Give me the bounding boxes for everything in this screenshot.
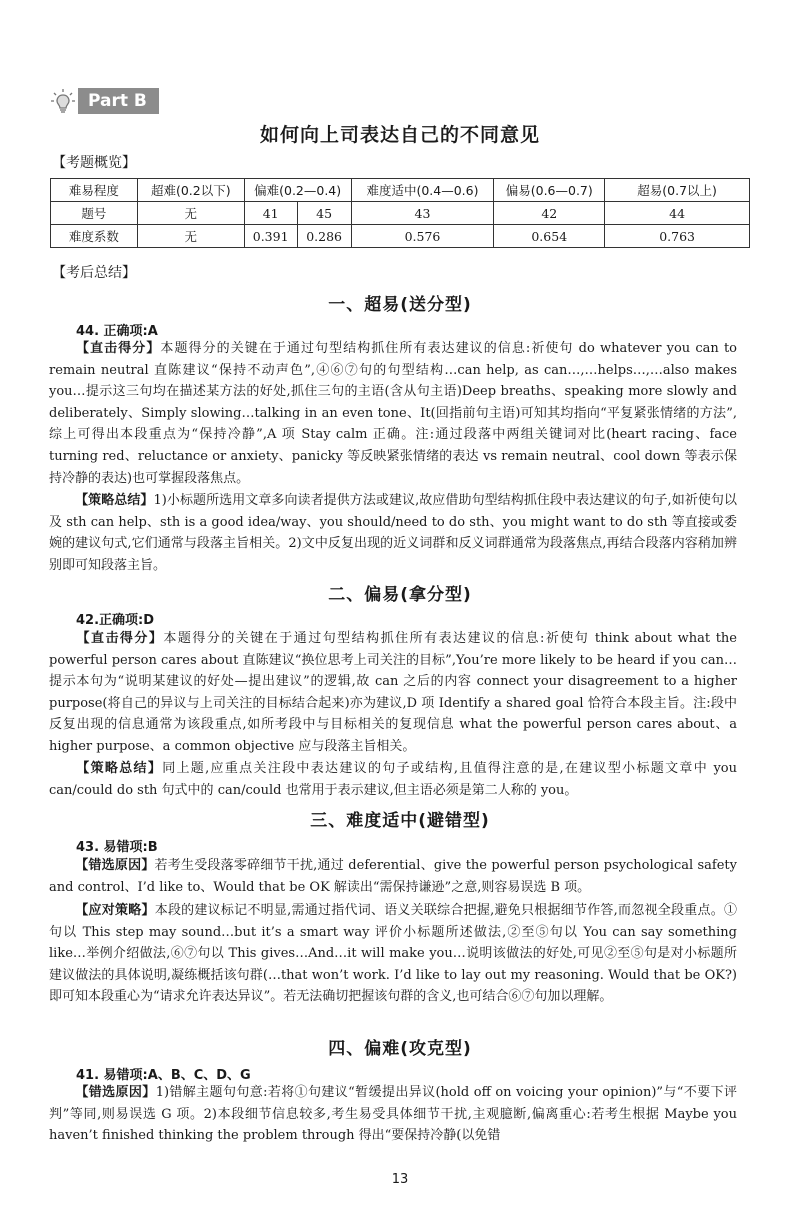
table-cell: 题号 [51, 202, 138, 225]
table-cell: 0.654 [494, 225, 605, 248]
section-heading: 二、偏易(拿分型) [328, 585, 472, 605]
table-cell: 44 [605, 202, 750, 225]
table-cell: 无 [137, 202, 244, 225]
part-b-header [50, 88, 159, 114]
answer-line: 43. 易错项:B [76, 840, 158, 855]
table-cell: 0.576 [351, 225, 494, 248]
answer-line: 41. 易错项:A、B、C、D、G [76, 1068, 251, 1083]
paragraph [49, 338, 737, 489]
table-cell: 41 [244, 202, 297, 225]
paragraph-tag: 【应对策略】 [75, 903, 155, 918]
paragraph-tag: 【错选原因】 [75, 1085, 156, 1100]
table-cell: 45 [297, 202, 351, 225]
section-heading: 一、超易(送分型) [328, 295, 472, 315]
table-cell: 偏易(0.6—0.7) [494, 179, 605, 202]
paragraph-text: 本题得分的关键在于通过句型结构抓住所有表达建议的信息:祈使句 think about what the powerful person cares about 直陈建议“换位思考上司关注的目标”,You’re more likely to be heard if you can…提示本句为“说明某建议的好处—提出建议”的逻辑,故 can 之后的内容 connect your disagreement to a higher purpose(将自己的异议与上司关注的目标结合起来)亦为建议,D 项 Identify a shared goal 恰符合本段主旨。注:段中反复出现的信息通常为该段重点,如所考段中与目标相关的复现信息 what the powerful person cares about、a higher purpose、a common objective 应与段落主旨相关。 [49, 631, 737, 754]
table-cell: 超易(0.7以上) [605, 179, 750, 202]
paragraph-tag: 【直击得分】 [75, 631, 164, 646]
answer-line: 44. 正确项:A [76, 324, 158, 339]
paragraph-text: 本题得分的关键在于通过句型结构抓住所有表达建议的信息:祈使句 do whatever you can to remain neutral 直陈建议“保持不动声色”,④⑥⑦句的句型结构…can help, as can…,…helps…,…also makes you…提示这三句均在描述某方法的好处,抓住三句的主语(含从句主语)Deep breaths、speaking more slowly and deliberately、Simply slowing…talking in an even tone、It(回指前句主语)可知其均指向“平复紧张情绪的方法”,综上可得出本段重点为“保持冷静”,A 项 Stay calm 正确。注:通过段落中两组关键词对比(heart racing、face turning red、reluctance or anxiety、panicky 等反映紧张情绪的表达 vs remain neutral、cool down 等表示保持冷静的表达)也可掌握段落焦点。 [49, 341, 737, 486]
paragraph-tag: 【错选原因】 [75, 858, 155, 873]
paragraph-text: 同上题,应重点关注段中表达建议的句子或结构,且值得注意的是,在建议型小标题文章中 you can/could do sth 句式中的 can/could 也常用于表示建议,但主语必须是第二人称的 you。 [49, 761, 737, 798]
table-cell: 42 [494, 202, 605, 225]
table-cell: 无 [137, 225, 244, 248]
table-cell: 偏难(0.2—0.4) [244, 179, 351, 202]
page-number: 13 [391, 1172, 409, 1187]
difficulty-table [50, 178, 750, 248]
paragraph [49, 490, 737, 576]
table-cell: 难度系数 [51, 225, 138, 248]
paragraph [49, 758, 737, 801]
paragraph [49, 900, 737, 1008]
paragraph-tag: 【直击得分】 [75, 341, 161, 356]
table-cell: 难易程度 [51, 179, 138, 202]
paragraph-text: 1)错解主题句句意:若将①句建议“暂缓提出异议(hold off on voicing your opinion)”与“不要下评判”等同,则易误选 G 项。2)本段细节信息较多,考生易受具体细节干扰,主观臆断,偏离重心:若考生根据 Maybe you haven’t finished thinking the problem through 得出“要保持冷静(以免错 [49, 1085, 737, 1144]
table-row [51, 225, 750, 248]
page-title: 如何向上司表达自己的不同意见 [259, 124, 540, 146]
summary-label: 【考后总结】 [52, 265, 136, 281]
paragraph [49, 855, 737, 898]
table-cell: 难度适中(0.4—0.6) [351, 179, 494, 202]
table-cell: 0.286 [297, 225, 351, 248]
table-cell: 43 [351, 202, 494, 225]
answer-line: 42.正确项:D [76, 613, 155, 628]
paragraph-tag: 【策略总结】 [75, 493, 154, 508]
section-heading: 三、难度适中(避错型) [310, 811, 490, 831]
table-cell: 0.391 [244, 225, 297, 248]
lightbulb-icon [50, 88, 76, 114]
paragraph [49, 1082, 737, 1147]
paragraph-text: 若考生受段落零碎细节干扰,通过 deferential、give the powerful person psychological safety and control、I’d like to、Would that be OK 解读出“需保持谦逊”之意,则容易误选 B 项。 [49, 858, 737, 895]
paragraph-text: 1)小标题所选用文章多向读者提供方法或建议,故应借助句型结构抓住段中表达建议的句子,如祈使句以及 sth can help、sth is a good idea/way、you should/need to do sth、you might want to do sth 等直接或委婉的建议句式,它们通常与段落主旨相关。2)文中反复出现的近义词群和反义词群通常为段落焦点,再结合段落内容稍加辨别即可知段落主旨。 [49, 493, 737, 573]
table-cell: 0.763 [605, 225, 750, 248]
paragraph-text: 本段的建议标记不明显,需通过指代词、语义关联综合把握,避免只根据细节作答,而忽视全段重点。①句以 This step may sound…but it’s a smart way 评价小标题所述做法,②至⑤句以 You can say something like…举例介绍做法,⑥⑦句以 This gives…And…it will make you…说明该做法的好处,可见②至⑤句是对小标题所建议做法的具体说明,凝练概括该句群(…that won’t work. I’d like to lay out my reasoning. Would that be OK?)即可知本段重心为“请求允许表达异议”。若无法确切把握该句群的含义,也可结合⑥⑦句加以理解。 [49, 903, 737, 1005]
section-heading: 四、偏难(攻克型) [328, 1039, 472, 1059]
paragraph [49, 628, 737, 758]
table-row [51, 179, 750, 202]
paragraph-tag: 【策略总结】 [75, 761, 163, 776]
part-label: Part B [78, 88, 159, 114]
overview-label: 【考题概览】 [52, 155, 136, 171]
table-row [51, 202, 750, 225]
table-cell: 超难(0.2以下) [137, 179, 244, 202]
